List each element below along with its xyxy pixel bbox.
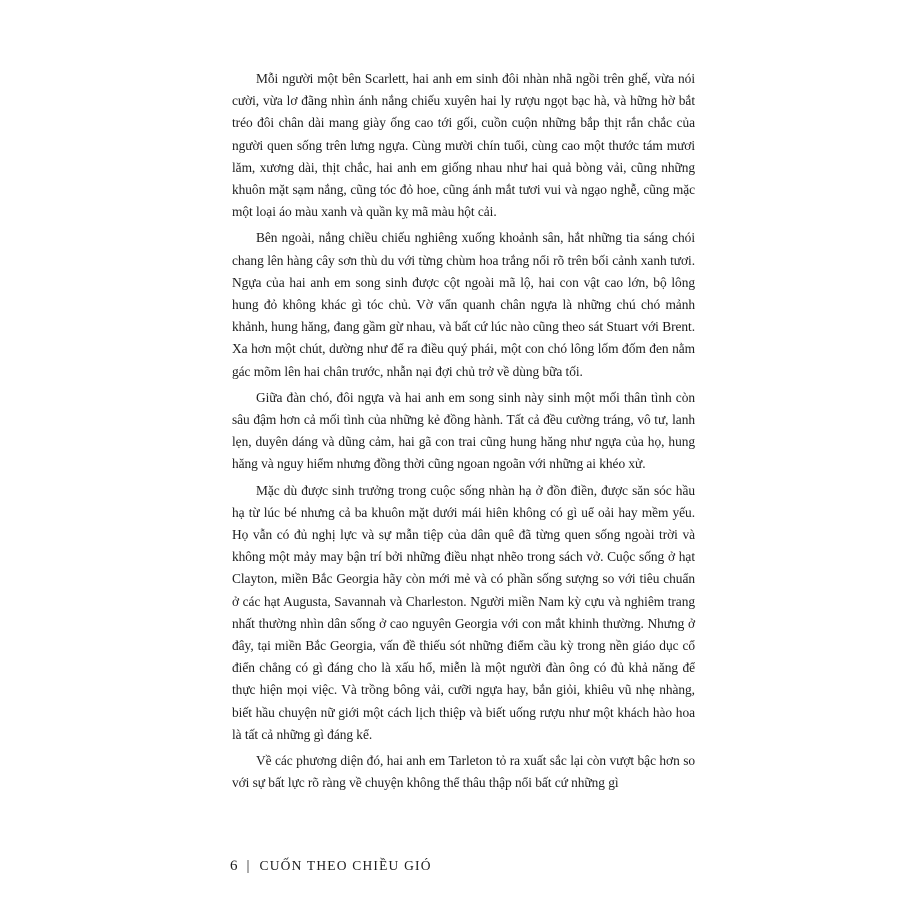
page-number: 6	[230, 858, 239, 874]
paragraph: Mặc dù được sinh trưởng trong cuộc sống nhàn hạ ở đồn điền, được săn sóc hầu hạ từ lúc bé nhưng cả ba khuôn mặt dưới mái hiên không có gì uể oải hay mềm yếu. Họ vẫn có đủ nghị lực và sự mẫn tiệp của dân quê đã từng quen sống ngoài trời và không một mảy may bận trí bởi những điều nhạt nhẽo trong sách vở. Cuộc sống ở hạt Clayton, miền Bắc Georgia hãy còn mới mẻ và có phần sống sượng so với tiêu chuẩn ở các hạt Augusta, Savannah và Charleston. Người miền Nam kỳ cựu và nghiêm trang nhất thường nhìn dân sống ở cao nguyên Georgia với con mắt khinh thường. Nhưng ở đây, tại miền Bắc Georgia, vấn đề thiếu sót những điểm cầu kỳ trong nền giáo dục cổ điển chẳng có gì đáng cho là xấu hổ, miễn là một người đàn ông có đủ khả năng để thực hiện mọi việc. Và trồng bông vải, cưỡi ngựa hay, bắn giỏi, khiêu vũ nhẹ nhàng, biết hầu chuyện nữ giới một cách lịch thiệp và biết uống rượu như một khách hào hoa là tất cả những gì đáng kể.	[232, 482, 695, 742]
paragraph: Giữa đàn chó, đôi ngựa và hai anh em song sinh này sinh một mối thân tình còn sâu đậm hơn cả mối tình của những kẻ đồng hành. Tất cả đều cường tráng, vô tư, lanh lẹn, duyên dáng và dũng cảm, hai gã con trai cũng hung hăng như ngựa của họ, hung hăng và nguy hiểm nhưng đồng thời cũng ngoan ngoãn với những ai khéo xử.	[232, 389, 695, 472]
paragraph: Bên ngoài, nắng chiều chiếu nghiêng xuống khoảnh sân, hắt những tia sáng chói chang lên hàng cây sơn thù du với từng chùm hoa trắng nổi rõ trên bối cảnh xanh tươi. Ngựa của hai anh em song sinh được cột ngoài mã lộ, hai con vật cao lớn, bộ lông hung đỏ không khác gì tóc chủ. Vờ vẩn quanh chân ngựa là những chú chó mảnh khảnh, hung hăng, đang gầm gừ nhau, và bất cứ lúc nào cũng theo sát Stuart với Brent. Xa hơn một chút, dường như để ra điều quý phái, một con chó lông lốm đốm đen nằm gác mõm lên hai chân trước, nhẫn nại đợi chủ trở về dùng bữa tối.	[232, 230, 695, 379]
body-text	[232, 68, 695, 799]
page-footer	[230, 858, 432, 875]
running-title: CUỐN THEO CHIỀU GIÓ	[259, 858, 432, 873]
paragraph: Mỗi người một bên Scarlett, hai anh em sinh đôi nhàn nhã ngồi trên ghế, vừa nói cười, vừa lơ đãng nhìn ánh nắng chiếu xuyên hai ly rượu ngọt bạc hà, và hững hờ bắt tréo đôi chân dài mang giày ống cao tới gối, cuồn cuộn những bắp thịt rắn chắc của người quen sống trên lưng ngựa. Cùng mười chín tuổi, cùng cao một thước tám mươi lăm, xương dài, thịt chắc, hai anh em giống nhau như hai quả bòng vải, cũng những khuôn mặt sạm nắng, cũng tóc đỏ hoe, cũng ánh mắt tươi vui và ngạo nghễ, cũng mặc một loại áo màu xanh và quần kỵ mã màu hột cải.	[232, 71, 695, 220]
paragraph: Về các phương diện đó, hai anh em Tarleton tỏ ra xuất sắc lại còn vượt bậc hơn so với sự bất lực rõ ràng về chuyện không thể thâu thập nổi bất cứ những gì	[232, 753, 695, 791]
footer-separator: |	[246, 858, 251, 874]
